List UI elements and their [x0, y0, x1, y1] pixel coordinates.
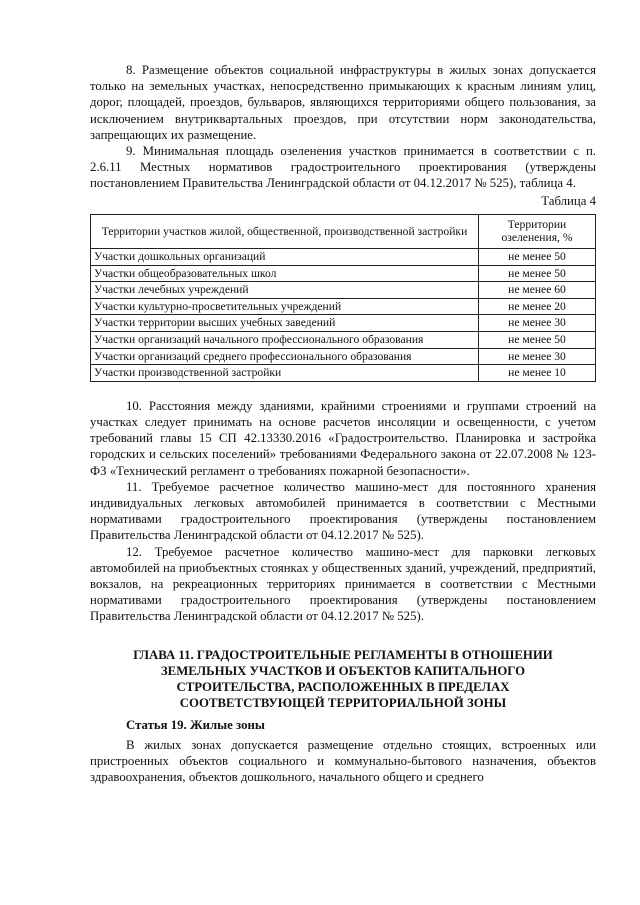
row-name: Участки лечебных учреждений [91, 282, 479, 299]
table-row [91, 265, 596, 282]
table-row [91, 348, 596, 365]
row-value: не менее 50 [479, 265, 596, 282]
table-row [91, 315, 596, 332]
table-row [91, 331, 596, 348]
row-name: Участки территории высших учебных заведений [91, 315, 479, 332]
row-name: Участки культурно-просветительных учреждений [91, 298, 479, 315]
table-caption: Таблица 4 [541, 193, 596, 208]
paragraph-12: 12. Требуемое расчетное количество машино-мест для парковки легковых автомобилей на приобъектных стоянках у общественных зданий, учреждений, предприятий, вокзалов, на рекреационных территориях принимается в соответствии с Местными нормативами градостроительного проектирования (утверждены постановлением Правительства Ленинградской области от 04.12.2017 № 525). [90, 544, 596, 624]
row-value: не менее 30 [479, 348, 596, 365]
article-paragraph: В жилых зонах допускается размещение отдельно стоящих, встроенных или пристроенных объектов социального и коммунально-бытового назначения, объектов здравоохранения, объектов дошкольного, начального общего и среднего [90, 737, 596, 785]
row-name: Участки общеобразовательных школ [91, 265, 479, 282]
row-name: Участки организаций начального профессионального образования [91, 331, 479, 348]
document-page [90, 62, 596, 785]
paragraph-9: 9. Минимальная площадь озеленения участков принимается в соответствии с п. 2.6.11 Местных нормативов градостроительного проектирования (утверждены постановлением Правительства Ленинградской области от 04.12.2017 № 525), таблица 4. [90, 144, 596, 191]
table-header-territories: Территории участков жилой, общественной, производственной застройки [91, 214, 479, 248]
row-name: Участки производственной застройки [91, 365, 479, 382]
table-row [91, 282, 596, 299]
row-value: не менее 50 [479, 331, 596, 348]
row-name: Участки организаций среднего профессионального образования [91, 348, 479, 365]
table-row [91, 249, 596, 266]
table-header-row [91, 214, 596, 248]
chapter-title: ГЛАВА 11. ГРАДОСТРОИТЕЛЬНЫЕ РЕГЛАМЕНТЫ В ОТНОШЕНИИ ЗЕМЕЛЬНЫХ УЧАСТКОВ И ОБЪЕКТОВ КАПИТАЛЬНОГО СТРОИТЕЛЬСТВА, РАСПОЛОЖЕННЫХ В ПРЕДЕЛАХ СООТВЕТСТВУЮЩЕЙ ТЕРРИТОРИАЛЬНОЙ ЗОНЫ [133, 647, 553, 710]
row-value: не менее 60 [479, 282, 596, 299]
table-header-greening: Территории озеленения, % [479, 214, 596, 248]
article-title: Статья 19. Жилые зоны [126, 717, 265, 732]
table-row [91, 365, 596, 382]
row-name: Участки дошкольных организаций [91, 249, 479, 266]
row-value: не менее 20 [479, 298, 596, 315]
row-value: не менее 10 [479, 365, 596, 382]
row-value: не менее 30 [479, 315, 596, 332]
row-value: не менее 50 [479, 249, 596, 266]
paragraph-11: 11. Требуемое расчетное количество машино-мест для постоянного хранения индивидуальных легковых автомобилей принимается в соответствии с Местными нормативами градостроительного проектирования (утверждены постановлением Правительства Ленинградской области от 04.12.2017 № 525). [90, 479, 596, 543]
greening-table [90, 214, 596, 382]
paragraph-10: 10. Расстояния между зданиями, крайними строениями и группами строений на участках следует принимать на основе расчетов инсоляции и освещенности, с учетом требований главы 15 СП 42.13330.2016 «Градостроительство. Планировка и застройка городских и сельских поселений» требованиями Федерального закона от 22.07.2008 № 123-ФЗ «Технический регламент о требованиях пожарной безопасности». [90, 398, 596, 478]
paragraph-8: 8. Размещение объектов социальной инфраструктуры в жилых зонах допускается только на земельных участках, непосредственно примыкающих к красным линиям улиц, дорог, площадей, проездов, бульваров, являющихся территориями общего пользования, за исключением внутриквартальных проездов, при отсутствии норм законодательства, запрещающих их размещение. [90, 63, 596, 142]
table-row [91, 298, 596, 315]
